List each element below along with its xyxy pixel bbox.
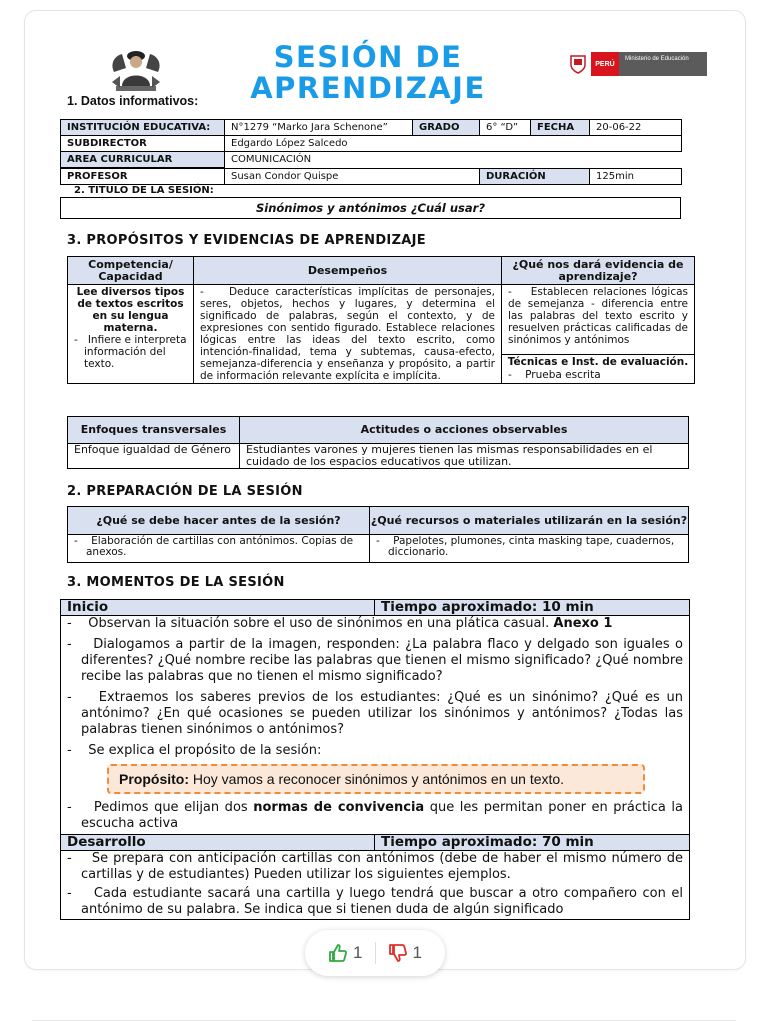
list-item: - Extraemos los saberes previos de los estudiantes: ¿Qué es un sinónimo? ¿Qué es un antónimo? ¿En qué ocasiones se pueden utilizar los sinónimos y antónimos? ¿Todas las palabras tienen sinónimos o antónimos?	[67, 690, 683, 737]
tecnicas-text: Prueba escrita	[525, 369, 601, 381]
desarrollo-label: Desarrollo	[61, 835, 375, 851]
profesor-value: Susan Condor Quispe	[225, 168, 480, 185]
inicio-item-3: Extraemos los saberes previos de los estudiantes: ¿Qué es un sinónimo? ¿Qué es un antónimo? ¿En qué ocasiones se pueden utilizar los sinónimos y antónimos? ¿Todas las palabras tienen sinónimos o antónimos?	[81, 690, 683, 737]
duracion-label: DURACIÓN	[480, 168, 590, 185]
momentos-heading: 3. MOMENTOS DE LA SESIÓN	[67, 575, 285, 590]
desarrollo-item-1: Se prepara con anticipación cartillas con antónimos (debe de haber el mismo número de cartillas y de estudiantes) Pueden utilizar los siguientes ejemplos.	[81, 851, 683, 882]
desempenos-header: Desempeños	[194, 257, 502, 285]
momentos-table	[60, 599, 690, 920]
peru-label: PERÚ	[591, 52, 619, 76]
vote-bar	[305, 930, 445, 976]
inicio-item-1: Observan la situación sobre el uso de sinónimos en una plática casual.	[88, 616, 550, 631]
inicio-item-4: Se explica el propósito de la sesión:	[88, 743, 322, 758]
area-value: COMUNICACIÓN	[231, 154, 312, 166]
recursos-header: ¿Qué recursos o materiales utilizarán en la sesión?	[370, 507, 689, 535]
table-row	[61, 835, 690, 851]
table-row	[61, 168, 682, 185]
desarrollo-tiempo: Tiempo aproximado: 70 min	[375, 835, 690, 851]
upvote-count: 1	[353, 943, 363, 962]
proposito-box	[107, 764, 645, 794]
table-row	[68, 257, 695, 285]
desempeno-cell: - Deduce características implícitas de personajes, seres, objetos, hechos y lugares, y determina el significado de palabras, según el contexto, y de expresiones con sentido figurado. Establece relaciones lógicas entre las ideas del texto escrito, como intención-finalidad, tema y subtemas, causa-efecto, semejanza-diferencia y enseñanza y propósito, a partir de información relevante explícita e implícita.	[194, 285, 502, 384]
tecnicas-item: - Prueba escrita	[508, 369, 601, 381]
inicio-body	[61, 616, 690, 835]
normas-label: normas de convivencia	[253, 800, 425, 815]
evidencia-item: - Establecen relaciones lógicas de semejanza - diferencia entre las palabras del texto escrito y resuelven prácticas calificadas de sinónimos y antónimos	[502, 285, 694, 355]
info-table	[60, 119, 682, 185]
desarrollo-body	[61, 851, 690, 920]
list-item: - Cada estudiante sacará una cartilla y luego tendrá que buscar a otro compañero con el antónimo de su palabra. Se indica que si tienen duda de algún significado	[67, 886, 683, 917]
evidencia-text: Establecen relaciones lógicas de semejanza - diferencia entre las palabras del texto escrito y resuelven prácticas calificadas de sinónimos y antónimos	[508, 286, 688, 346]
subdirector-label: SUBDIRECTOR	[61, 136, 225, 152]
datos-informativos-label: 1. Datos informativos:	[67, 94, 199, 108]
inicio-label: Inicio	[61, 600, 375, 616]
table-row	[68, 444, 689, 469]
table-row	[68, 417, 689, 444]
antes-header: ¿Qué se debe hacer antes de la sesión?	[68, 507, 370, 535]
thumbs-up-icon	[328, 943, 348, 963]
antes-text: Elaboración de cartillas con antónimos. Copias de anexos.	[86, 535, 354, 558]
fecha-value: 20-06-22	[590, 120, 682, 136]
area-label: AREA CURRICULAR	[61, 152, 225, 169]
upvote-button[interactable]	[328, 943, 362, 963]
profesor-label: PROFESOR	[61, 168, 225, 185]
proposito-label: Propósito:	[119, 771, 189, 787]
table-row	[61, 152, 682, 169]
ministerio-logo	[565, 52, 707, 76]
inicio-tiempo: Tiempo aproximado: 10 min	[375, 600, 690, 616]
desarrollo-item-2: Cada estudiante sacará una cartilla y luego tendrá que buscar a otro compañero con el antónimo de su palabra. Se indica que si tienen duda de algún significado	[81, 886, 683, 917]
tecnicas-label: Técnicas e Inst. de evaluación.	[507, 356, 689, 368]
recursos-text: Papelotes, plumones, cinta masking tape, cuadernos, diccionario.	[388, 535, 675, 558]
institucion-value: N°1279 “Marko Jara Schenone”	[225, 120, 413, 136]
grado-label: GRADO	[413, 120, 480, 136]
fecha-label: FECHA	[531, 120, 590, 136]
table-row	[61, 851, 690, 920]
competencia-cell	[68, 285, 194, 384]
propositos-heading: 3. PROPÓSITOS Y EVIDENCIAS DE APRENDIZAJE	[67, 233, 426, 248]
recursos-item: - Papelotes, plumones, cinta masking tape, cuadernos, diccionario.	[370, 535, 689, 563]
actitudes-header: Actitudes o acciones observables	[240, 417, 689, 444]
table-row	[61, 120, 682, 136]
ministerio-label: Ministerio de Educación	[619, 52, 707, 76]
enfoques-header: Enfoques transversales	[68, 417, 240, 444]
table-row	[68, 535, 689, 563]
thumbs-down-icon	[388, 943, 408, 963]
list-item: - Dialogamos a partir de la imagen, responden: ¿La palabra flaco y delgado son iguales o diferentes? ¿Qué nombre recibe las palabras que tienen el mismo significado? ¿Qué nombre recibe las palabras que no tienen el mismo significado?	[67, 637, 683, 684]
enfoque-value: Enfoque igualdad de Género	[68, 444, 240, 469]
list-item: - Pedimos que elijan dos normas de convivencia que les permitan poner en práctica la escucha activa	[67, 800, 683, 831]
list-item: - Observan la situación sobre el uso de sinónimos en una plática casual. Anexo 1	[67, 616, 613, 631]
grado-value: 6° “D”	[480, 120, 531, 136]
preparacion-heading: 2. PREPARACIÓN DE LA SESIÓN	[67, 484, 303, 499]
inicio-item-2: Dialogamos a partir de la imagen, responden: ¿La palabra flaco y delgado son iguales o diferentes? ¿Qué nombre recibe las palabras que tienen el mismo significado? ¿Qué nombre recibe las palabras que no tienen el mismo significado?	[81, 637, 683, 684]
downvote-count: 1	[412, 943, 422, 962]
desempeno-text: Deduce características implícitas de personajes, seres, objetos, hechos y lugares, y determina el significado de palabras, según el contexto, y de expresiones con sentido figurado. Establece relaciones lógicas entre las ideas del texto escrito, como intención-finalidad, tema y subtemas, causa-efecto, semejanza-diferencia y enseñanza y propósito, a partir de información relevante explícita e implícita.	[200, 286, 495, 382]
titulo-sesion-value: Sinónimos y antónimos ¿Cuál usar?	[60, 197, 681, 219]
peru-shield-icon	[565, 52, 591, 76]
table-row	[68, 285, 695, 384]
preparacion-table	[67, 506, 689, 563]
competencia-text: Lee diversos tipos de textos escritos en su lengua materna.	[76, 286, 185, 334]
inicio-item-5a: Pedimos que elijan dos	[93, 800, 248, 815]
table-row	[61, 136, 682, 152]
enfoques-table	[67, 416, 689, 469]
competencia-header: Competencia/ Capacidad	[68, 257, 194, 285]
page-title: SESIÓN DE APRENDIZAJE	[250, 40, 486, 105]
evidencia-cell	[502, 285, 695, 384]
inicio-item-5b: que les permitan poner en práctica la escucha activa	[81, 800, 683, 831]
propositos-table	[67, 256, 695, 384]
capacidad-text: Infiere e interpreta información del texto.	[84, 334, 187, 370]
police-crest-logo	[108, 42, 164, 94]
subdirector-value: Edgardo López Salcedo	[225, 136, 682, 152]
list-item: - Se explica el propósito de la sesión:	[67, 743, 322, 758]
titulo-sesion-label: 2. TITULO DE LA SESIÓN:	[74, 185, 214, 196]
duracion-value: 125min	[590, 168, 682, 185]
footer-divider	[32, 1020, 736, 1021]
vote-divider	[375, 942, 376, 964]
table-row	[61, 616, 690, 835]
table-row	[68, 507, 689, 535]
institucion-label: INSTITUCIÓN EDUCATIVA:	[61, 120, 225, 136]
antes-item: - Elaboración de cartillas con antónimos. Copias de anexos.	[68, 535, 370, 563]
list-item: - Se prepara con anticipación cartillas con antónimos (debe de haber el mismo número de cartillas y de estudiantes) Pueden utilizar los siguientes ejemplos.	[67, 851, 683, 882]
proposito-text: Hoy vamos a reconocer sinónimos y antónimos en un texto.	[192, 771, 565, 787]
actitud-value: Estudiantes varones y mujeres tienen las mismas responsabilidades en el cuidado de los espacios educativos que utilizan.	[240, 444, 689, 469]
evidencia-header: ¿Qué nos dará evidencia de aprendizaje?	[502, 257, 695, 285]
table-row	[61, 600, 690, 616]
downvote-button[interactable]	[388, 943, 422, 963]
anexo-label: Anexo 1	[553, 616, 613, 631]
capacidad-item: - Infiere e interpreta información del texto.	[74, 334, 187, 370]
